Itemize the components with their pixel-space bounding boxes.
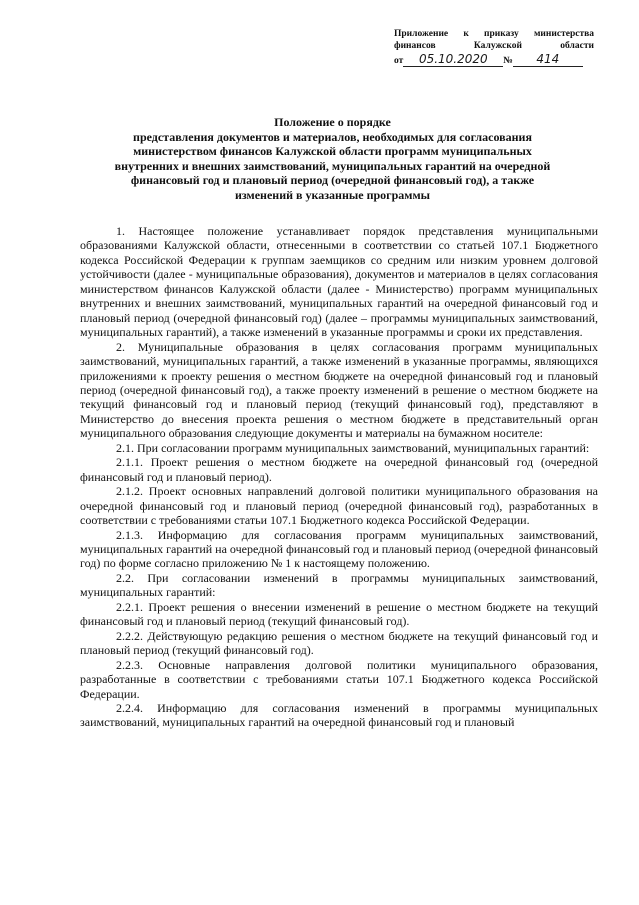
paragraph-2-1-3: 2.1.3. Информацию для согласования программ муниципальных заимствований, муниципальных гарантий на очередной финансовый год и плановый период (очередной финансовый год) по форме согласно приложению № 1 к настоящему положению. (80, 527, 598, 571)
paragraph-2-2-4: 2.2.4. Информацию для согласования изменений в программы муниципальных заимствований, муниципальных гарантий на очередной финансовый год и плановый (80, 700, 598, 730)
annex-date-number-row (394, 53, 594, 67)
paragraph-2: 2. Муниципальные образования в целях согласования программ муниципальных заимствований, муниципальных гарантий, а также изменений в указанные программы, являющихся приложениями к проекту решения о местном бюджете на очередной финансовый год и плановый период (очередной финансовый год), а также проекту изменений в решение о местном бюджете на текущий финансовый год и плановый период (текущий финансовый год), представляют в Министерство до внесения проекта решения о местном бюджете в представительный орган муниципального образования следующие документы и материалы на бумажном носителе: (80, 339, 598, 441)
paragraph-2-1-1: 2.1.1. Проект решения о местном бюджете на очередной финансовый год (очередной финансовый год и плановый период). (80, 455, 598, 484)
title-line-1: Положение о порядке (274, 115, 391, 129)
title-line-5: финансовый год и плановый период (очередной финансовый год), а также (130, 173, 535, 188)
document-title (70, 115, 595, 203)
paragraph-2-2: 2.2. При согласовании изменений в программы муниципальных заимствований, муниципальных гарантий: (80, 570, 598, 600)
annex-number-label: № (503, 56, 513, 66)
annex-line-2: финансов Калужской области (394, 41, 594, 51)
annex-header (394, 28, 594, 67)
paragraph-2-1: 2.1. При согласовании программ муниципальных заимствований, муниципальных гарантий: (116, 440, 590, 455)
annex-date: 05.10.2020 (403, 53, 503, 67)
paragraph-2-2-3: 2.2.3. Основные направления долговой политики муниципального образования, разработанные в соответствии с требованиями статьи 107.1 Бюджетного кодекса Российской Федерации. (80, 657, 598, 701)
title-line-2: представления документов и материалов, необходимых для согласования (133, 129, 532, 144)
annex-number: 414 (513, 53, 583, 67)
annex-line-1: Приложение к приказу министерства (394, 29, 594, 39)
title-line-6: изменений в указанные программы (234, 187, 431, 202)
title-line-3: министерством финансов Калужской области программ муниципальных (133, 144, 532, 159)
paragraph-2-2-2: 2.2.2. Действующую редакцию решения о местном бюджете на текущий финансовый год и плановый период (текущий финансовый год). (80, 628, 598, 658)
document-body (80, 224, 598, 730)
annex-from-label: от (394, 56, 404, 66)
paragraph-1: 1. Настоящее положение устанавливает порядок представления муниципальными образованиями Калужской области, отнесенными в соответствии со статьей 107.1 Бюджетного кодекса Российской Федерации к группам заемщиков со средним или низким уровнем долговой устойчивости (далее - муниципальные образования), документов и материалов в целях согласования министерством финансов Калужской области (далее - Министерство) программ муниципальных внутренних и внешних заимствований, муниципальных гарантий на очередной финансовый год и плановый период (очередной финансовый год) (далее – программы муниципальных заимствований, муниципальных гарантий), а также изменений в указанные программы и сроки их представления. (80, 224, 598, 340)
title-line-4: внутренних и внешних заимствований, муниципальных гарантий на очередной (114, 158, 551, 173)
paragraph-2-1-2: 2.1.2. Проект основных направлений долговой политики муниципального образования на очередной финансовый год и плановый период (очередной финансовый год), разработанных в соответствии с требованиями статьи 107.1 Бюджетного кодекса Российской Федерации. (80, 484, 598, 528)
paragraph-2-2-1: 2.2.1. Проект решения о внесении изменений в решение о местном бюджете на текущий финансовый год и плановый период (текущий финансовый год). (80, 599, 598, 629)
